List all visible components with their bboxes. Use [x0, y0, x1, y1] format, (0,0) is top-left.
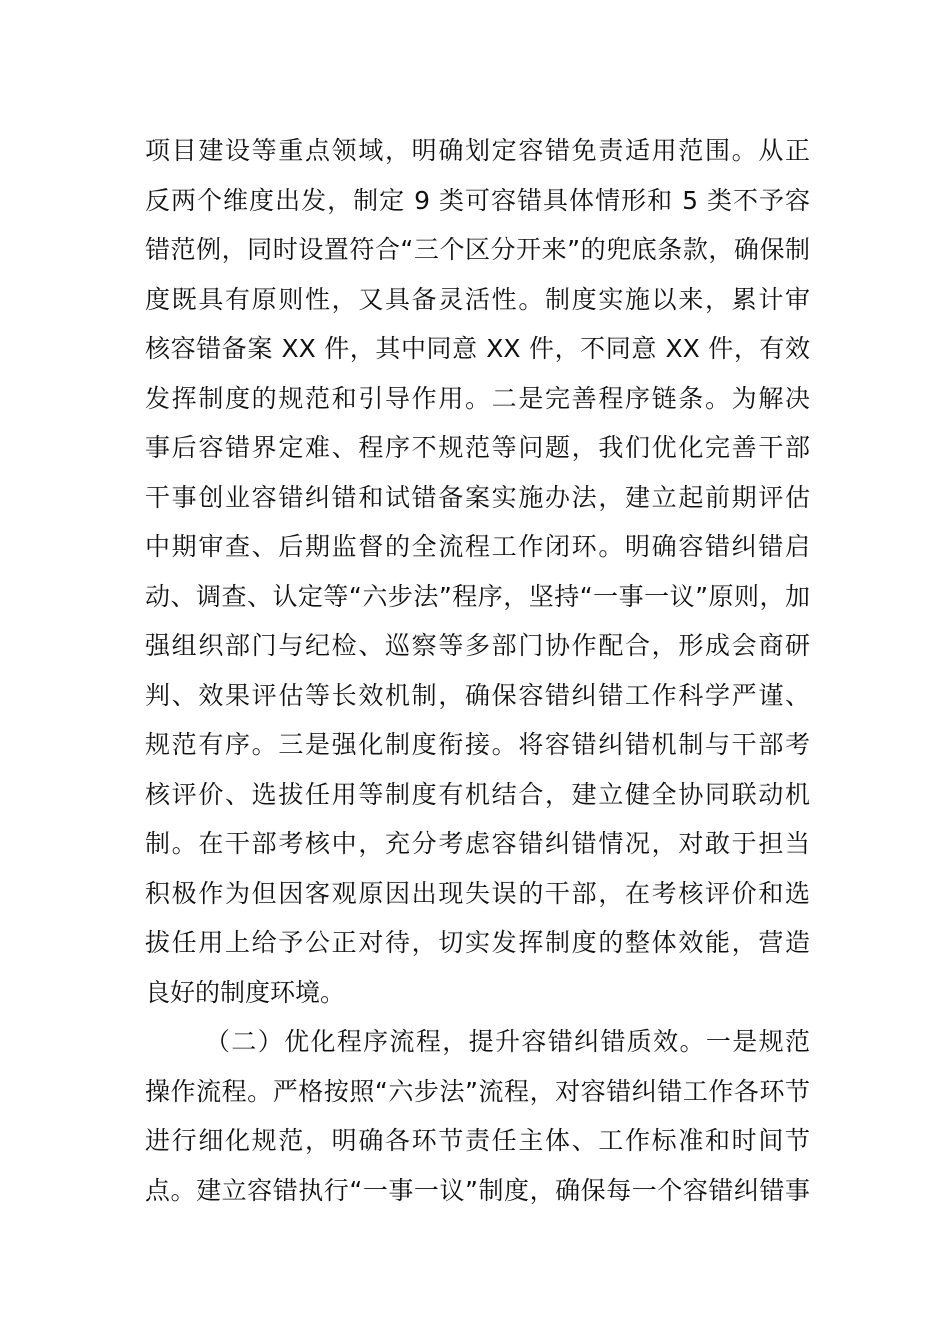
- text-line: 拔任用上给予公正对待，切实发挥制度的整体效能，营造: [145, 928, 810, 957]
- text-line: 干事创业容错纠错和试错备案实施办法，建立起前期评估: [145, 482, 810, 512]
- text-line: 制。在干部考核中，充分考虑容错纠错情况，对敢于担当: [145, 829, 810, 858]
- text-line: 项目建设等重点领域，明确划定容错免责适用范围。从正: [145, 136, 810, 165]
- text-line: 度既具有原则性，又具备灵活性。制度实施以来，累计审: [145, 284, 810, 314]
- document-body: [145, 126, 810, 1215]
- text-line: 动、调查、认定等“六步法”程序，坚持“一事一议”原则，加: [145, 581, 810, 611]
- text-line: 核评价、选拔任用等制度有机结合，建立健全协同联动机: [145, 779, 810, 809]
- text-line: 操作流程。严格按照“六步法”流程，对容错纠错工作各环节: [145, 1076, 810, 1106]
- text-line: 强组织部门与纪检、巡察等多部门协作配合，形成会商研: [145, 631, 810, 660]
- text-line: 规范有序。三是强化制度衔接。将容错纠错机制与干部考: [145, 730, 810, 759]
- text-line: 进行细化规范，明确各环节责任主体、工作标准和时间节: [145, 1126, 810, 1155]
- text-line: 事后容错界定难、程序不规范等问题，我们优化完善干部: [145, 433, 810, 462]
- text-line: 点。建立容错执行“一事一议”制度，确保每一个容错纠错事: [145, 1175, 810, 1205]
- text-line-paragraph-end: 良好的制度环境。: [145, 977, 346, 1007]
- text-line: 核容错备案 XX 件，其中同意 XX 件，不同意 XX 件，有效: [145, 334, 810, 363]
- text-line: 反两个维度出发，制定 9 类可容错具体情形和 5 类不予容: [145, 185, 810, 215]
- text-line: 积极作为但因客观原因出现失误的干部，在考核评价和选: [145, 878, 810, 908]
- text-line: 错范例，同时设置符合“三个区分开来”的兜底条款，确保制: [145, 235, 810, 264]
- text-line: 判、效果评估等长效机制，确保容错纠错工作科学严谨、: [145, 680, 810, 710]
- text-line: 中期审查、后期监督的全流程工作闭环。明确容错纠错启: [145, 532, 810, 561]
- section-heading-line: （二）优化程序流程，提升容错纠错质效。一是规范: [205, 1027, 810, 1056]
- text-line: 发挥制度的规范和引导作用。二是完善程序链条。为解决: [145, 383, 810, 413]
